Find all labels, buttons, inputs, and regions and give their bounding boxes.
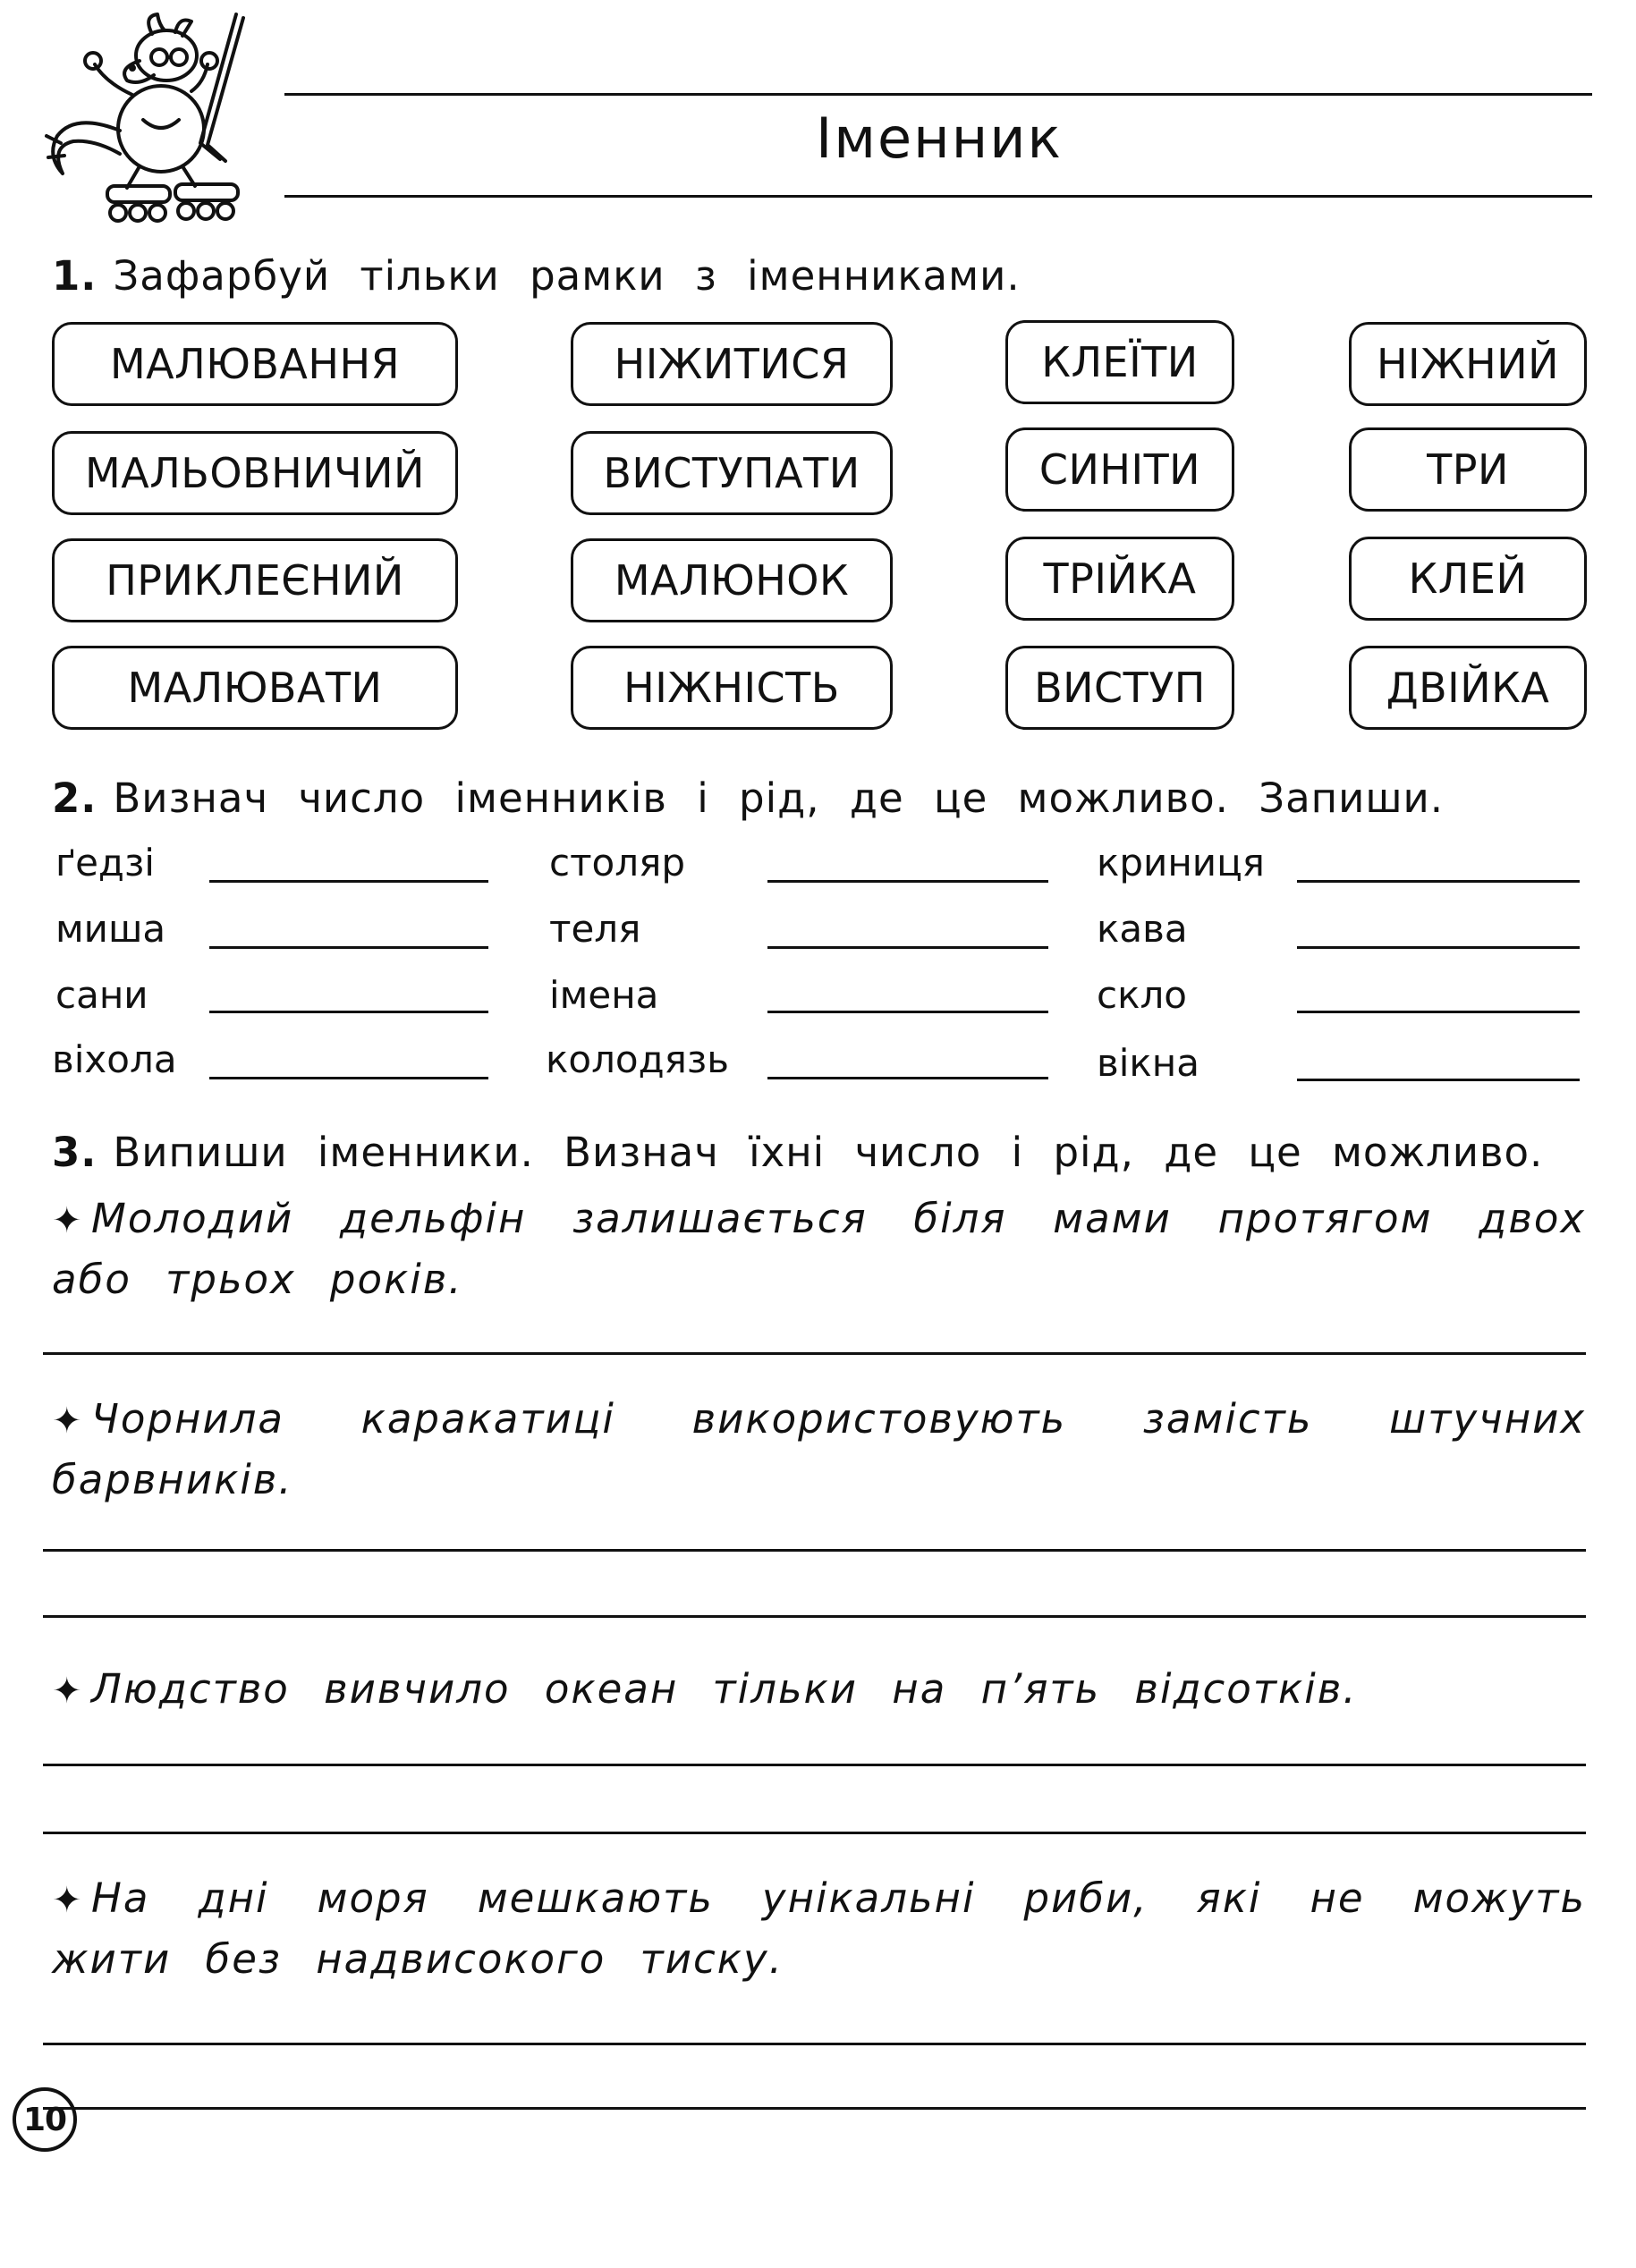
task2-word: віхола (52, 1037, 177, 1081)
answer-blank[interactable] (209, 1077, 488, 1079)
task2-text: Визнач число іменників і рід, де це можливо. Запиши. (113, 774, 1445, 822)
task3-sentence (52, 1869, 1586, 1989)
task2-word: вікна (1097, 1041, 1199, 1085)
task2-word: криниця (1097, 841, 1265, 884)
task2-word: колодязь (546, 1037, 729, 1081)
task2-heading (52, 774, 1444, 822)
answer-blank[interactable] (209, 946, 488, 949)
task2-word: імена (549, 973, 659, 1017)
word-box[interactable]: КЛЕЙ (1349, 537, 1587, 621)
answer-blank[interactable] (1297, 1079, 1580, 1081)
page-title: Іменник (815, 106, 1064, 171)
word-box[interactable]: ДВІЙКА (1349, 646, 1587, 730)
answer-line[interactable] (43, 1832, 1586, 1834)
answer-blank[interactable] (209, 1011, 488, 1013)
task3-sentence (52, 1660, 1586, 1721)
answer-blank[interactable] (767, 1077, 1048, 1079)
task1-text: Зафарбуй тільки рамки з іменниками. (113, 252, 1021, 300)
answer-line[interactable] (43, 2107, 1586, 2110)
word-box[interactable]: ВИСТУП (1005, 646, 1234, 730)
page-number-badge: 10 (13, 2087, 77, 2152)
answer-line[interactable] (43, 1352, 1586, 1355)
task2-word: скло (1097, 973, 1188, 1017)
answer-line[interactable] (43, 2043, 1586, 2045)
task3-number: 3. (52, 1129, 97, 1176)
answer-line[interactable] (43, 1615, 1586, 1618)
answer-line[interactable] (43, 1549, 1586, 1552)
task2-word: столяр (549, 841, 686, 884)
word-box[interactable]: МАЛЮНОК (571, 538, 893, 622)
task2-word: сани (55, 973, 148, 1017)
word-box[interactable]: НІЖИТИСЯ (571, 322, 893, 406)
sentence-text: Людство вивчило океан тільки на п’ять відсотків. (91, 1665, 1358, 1713)
word-box[interactable]: МАЛЬОВНИЧИЙ (52, 431, 458, 515)
answer-blank[interactable] (767, 1011, 1048, 1013)
word-box[interactable]: МАЛЮВАННЯ (52, 322, 458, 406)
answer-blank[interactable] (1297, 880, 1580, 883)
task2-word: миша (55, 907, 166, 951)
word-box[interactable]: ВИСТУПАТИ (571, 431, 893, 515)
answer-line[interactable] (43, 1764, 1586, 1766)
word-box[interactable]: НІЖНИЙ (1349, 322, 1587, 406)
task3-heading (52, 1129, 1543, 1176)
sentence-text: Чорнила каракатиці використовують замість штучних барвників. (52, 1395, 1586, 1503)
star-bullet-icon: ✦ (52, 1200, 84, 1241)
star-bullet-icon: ✦ (52, 1880, 84, 1921)
task2-word: ґедзі (55, 841, 155, 884)
answer-blank[interactable] (1297, 1011, 1580, 1013)
task2-word: кава (1097, 907, 1188, 951)
answer-blank[interactable] (767, 946, 1048, 949)
word-box[interactable]: МАЛЮВАТИ (52, 646, 458, 730)
word-box[interactable]: НІЖНІСТЬ (571, 646, 893, 730)
task1-heading (52, 252, 1021, 300)
title-bottom-rule (284, 195, 1592, 198)
star-bullet-icon: ✦ (52, 1671, 84, 1712)
mascot-illustration (25, 9, 258, 233)
word-box[interactable]: ТРІЙКА (1005, 537, 1234, 621)
answer-blank[interactable] (209, 880, 488, 883)
task3-sentence (52, 1390, 1586, 1510)
answer-blank[interactable] (767, 880, 1048, 883)
word-box[interactable]: ПРИКЛЕЄНИЙ (52, 538, 458, 622)
task2-number: 2. (52, 774, 97, 822)
word-box[interactable]: СИНІТИ (1005, 427, 1234, 512)
sentence-text: На дні моря мешкають унікальні риби, які не можуть жити без надвисокого тиску. (52, 1874, 1586, 1983)
task1-number: 1. (52, 252, 97, 300)
task3-sentence (52, 1189, 1586, 1309)
task2-word: теля (549, 907, 641, 951)
task3-text: Випиши іменники. Визнач їхні число і рід, де це можливо. (113, 1129, 1544, 1176)
word-box[interactable]: КЛЕЇТИ (1005, 320, 1234, 404)
title-top-rule (284, 93, 1592, 96)
sentence-text: Молодий дельфін залишається біля мами протягом двох або трьох років. (52, 1195, 1586, 1303)
answer-blank[interactable] (1297, 946, 1580, 949)
star-bullet-icon: ✦ (52, 1401, 84, 1442)
word-box[interactable]: ТРИ (1349, 427, 1587, 512)
